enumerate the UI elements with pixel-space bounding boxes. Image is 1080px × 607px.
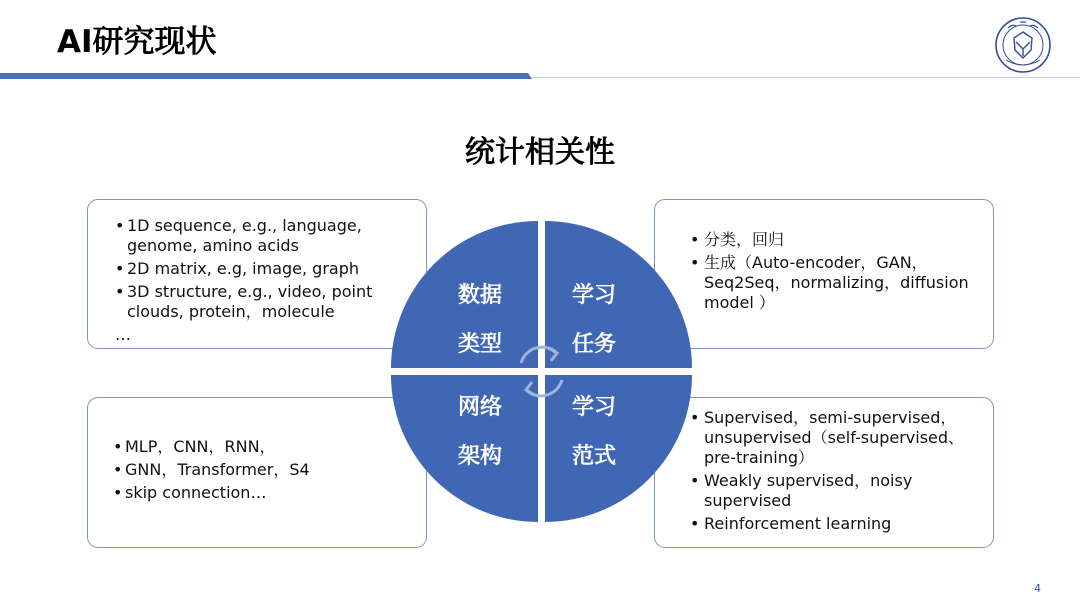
list-item: • 分类，回归 [688, 230, 988, 250]
page-number: 4 [1034, 582, 1041, 595]
list-item: • 1D sequence, e.g., language, genome, amino acids [115, 216, 415, 256]
list-item: • 2D matrix, e.g, image, graph [115, 259, 415, 279]
list-item: • 3D structure, e.g., video, point clouds, protein，molecule [115, 282, 415, 322]
quadrant-label-data: 数据 [458, 283, 503, 308]
learning-tasks-list [688, 230, 988, 316]
quadrant-label-task: 任务 [572, 332, 617, 357]
quadrant-label-learning-2: 学习 [572, 395, 617, 420]
list-item: • Reinforcement learning [688, 514, 988, 534]
quadrant-label-paradigm: 范式 [572, 444, 617, 469]
title-divider-line [532, 77, 1080, 78]
data-types-list [115, 216, 415, 348]
learning-paradigm-list [688, 408, 988, 537]
quadrant-label-learning: 学习 [572, 283, 617, 308]
section-heading: 统计相关性 [465, 135, 615, 170]
quadrant-top-right [545, 221, 692, 368]
list-item: • 生成（Auto-encoder，GAN，Seq2Seq，normalizing，diffusion model ） [688, 253, 988, 313]
list-item: • GNN，Transformer，S4 [113, 460, 413, 480]
title-accent-bar [0, 73, 532, 79]
slide-title: AI研究现状 [57, 24, 217, 60]
cycle-arrows-icon [521, 347, 562, 396]
list-item: • skip connection… [113, 483, 413, 503]
university-crest-icon [994, 16, 1052, 74]
list-item: • Weakly supervised，noisy supervised [688, 471, 988, 511]
network-arch-list [113, 437, 413, 506]
quadrant-circle [388, 218, 695, 525]
list-item: • Supervised，semi-supervised，unsupervised（self-supervised、pre-training） [688, 408, 988, 468]
list-item: … [115, 325, 131, 344]
quadrant-label-type: 类型 [458, 332, 503, 357]
quadrant-label-network: 网络 [458, 395, 503, 420]
quadrant-bottom-right [545, 375, 692, 522]
list-item: • MLP，CNN，RNN， [113, 437, 413, 457]
quadrant-label-architecture: 架构 [458, 444, 503, 469]
